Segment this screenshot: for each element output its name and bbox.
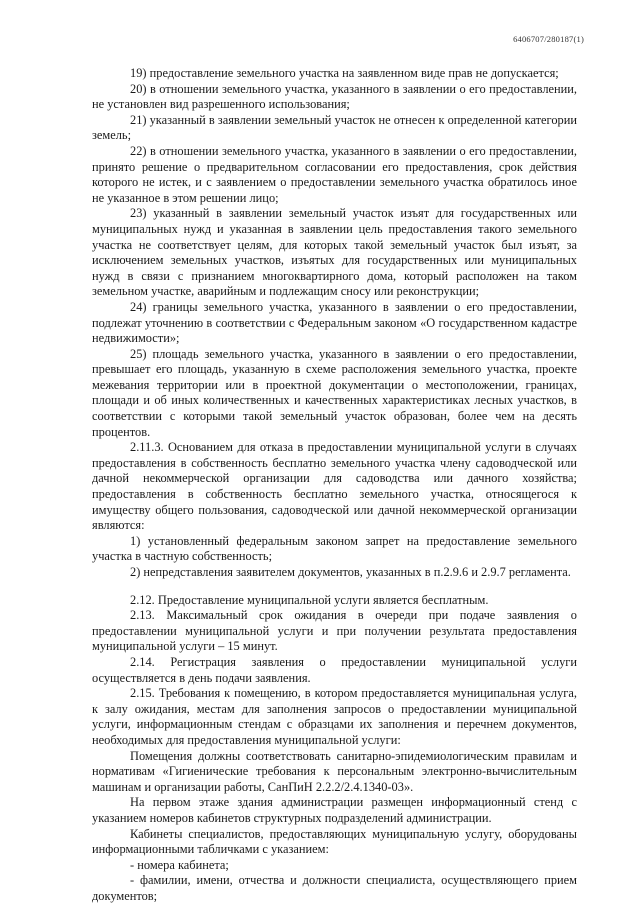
paragraph-info-stand: На первом этаже здания администрации размещен информационный стенд с указанием номеров кабинетов структурных подразделений администрации. [92, 795, 577, 825]
document-body [92, 66, 577, 904]
paragraph-section-2-12: 2.12. Предоставление муниципальной услуги является бесплатным. [130, 592, 489, 607]
paragraph-item-23: 23) указанный в заявлении земельный участок изъят для государственных или муниципальных нужд и указанная в заявлении цель предоставления такого земельного участка не соответствует целям, для которых такой земельный участок был изъят, за исключением земельных участков, изъятых для государственных или муниципальных нужд в связи с признанием многоквартирного дома, который расположен на таком земельном участке, аварийным и подлежащим сносу или реконструкции; [92, 206, 577, 299]
paragraph-item-24: 24) границы земельного участка, указанного в заявлении о его предоставлении, подлежат уточнению в соответствии с Федеральным законом «О государственном кадастре недвижимости»; [92, 299, 577, 346]
paragraph-item-20: 20) в отношении земельного участка, указанного в заявлении о его предоставлении, не установлен вид разрешенного использования; [92, 81, 577, 112]
paragraph-sub-item-2: 2) непредставления заявителем документов, указанных в п.2.9.6 и 2.9.7 регламента. [130, 565, 571, 579]
list-item-specialist-name: - фамилии, имени, отчества и должности специалиста, осуществляющего прием документов; [92, 873, 577, 903]
paragraph-sub-item-1: 1) установленный федеральным законом запрет на предоставление земельного участка в частную собственность; [92, 533, 577, 564]
paragraph-item-22: 22) в отношении земельного участка, указанного в заявлении о его предоставлении, принято решение о предварительном согласовании его предоставления, срок действия которого не истек, и с заявлением о предоставлении земельного участка обратилось иное не указанное в этом решении лицо; [92, 143, 577, 205]
paragraph-section-2-13: 2.13. Максимальный срок ожидания в очереди при подаче заявления о предоставлении муниципальной услуги и при получении результата предоставления муниципальной услуги – 15 минут. [92, 608, 577, 654]
paragraph-premises-requirements: Помещения должны соответствовать санитарно-эпидемиологическим правилам и нормативам «Гигиенические требования к персональным электронно-вычислительным машинам и организации работы, СанПиН 2.2.2/2.4.1340-03». [92, 748, 577, 794]
paragraph-item-25: 25) площадь земельного участка, указанного в заявлении о его предоставлении, превышает его площадь, указанную в схеме расположения земельного участка, проекте межевания территории или в проектной документации о местоположении, границах, площади и об иных количественных и качественных характеристиках лесных участков, в соответствии с которыми такой земельный участок образован, более чем на десять процентов. [92, 346, 577, 439]
paragraph-section-2-11-3: 2.11.3. Основанием для отказа в предоставлении муниципальной услуги в случаях предоставления в собственность бесплатно земельного участка члену садоводческой или дачной некоммерческой организации для садоводства или дачного хозяйства; предоставления в собственность бесплатно земельного участка, относящегося к имуществу общего пользования, садоводческой или дачной некоммерческой организации являются: [92, 440, 577, 533]
paragraph-item-21: 21) указанный в заявлении земельный участок не отнесен к определенной категории земель; [92, 112, 577, 143]
paragraph-offices: Кабинеты специалистов, предоставляющих муниципальную услугу, оборудованы информационными табличками с указанием: [92, 826, 577, 857]
paragraph-section-2-15: 2.15. Требования к помещению, в котором предоставляется муниципальная услуга, к залу ожидания, местам для заполнения запросов о предоставлении муниципальной услуги, информационным стендам с образцами их заполнения и перечнем документов, необходимых для предоставления муниципальной услуги: [92, 686, 577, 747]
document-id: 6406707/280187(1) [513, 34, 584, 44]
list-item-room-number: - номера кабинета; [130, 857, 229, 872]
paragraph-section-2-14: 2.14. Регистрация заявления о предоставлении муниципальной услуги осуществляется в день подачи заявления. [92, 654, 577, 685]
paragraph-item-19: 19) предоставление земельного участка на заявленном виде прав не допускается; [130, 66, 559, 80]
